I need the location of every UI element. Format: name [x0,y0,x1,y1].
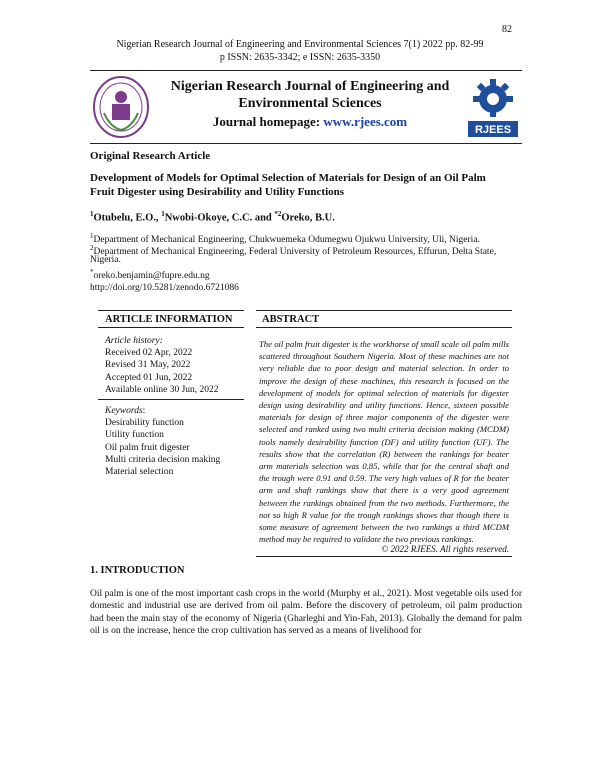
page-number: 82 [502,24,512,35]
author2: Nwobi-Okoye, C.C. and [164,212,275,224]
rjees-gear-logo [465,75,521,139]
title-line1: Development of Models for Optimal Selection of Materials for Design of an Oil Palm [90,172,486,184]
keyword-item: Multi criteria decision making [105,454,221,465]
keywords-label-text: Keywords [105,406,143,416]
author1-sup: 1 [90,210,94,218]
keywords-label [105,405,220,417]
doi-link[interactable]: http://doi.org/10.5281/zenodo.6721086 [90,283,239,293]
affiliation-2-cont: Nigeria. [90,255,121,265]
info-mid-rule [98,399,244,400]
aff2-text: Department of Mechanical Engineering, Federal University of Petroleum Resources, Effurun, Delta State, [93,247,497,258]
corresponding-email [90,266,530,283]
homepage-label: Journal homepage: [212,114,324,129]
author3: Oreko, B.U. [281,212,335,224]
history-label: Article history: [105,336,163,346]
author-list [90,210,335,224]
rjees-logo-text: RJEES [474,124,512,136]
banner-bottom-rule [90,143,522,144]
abstract-text: The oil palm fruit digester is the workhorse of small scale oil palm mills scattered throughout Southern Nigeria. Most of these machines are not very reliable due to poor design and material selection. In order to improve the design of these machines, this research is focused on the development of models for optimal selection of materials for digester design using desirability and utility functions. Hence, sixteen possible materials for design of three major components of the digester were selected and ranked using two multi criteria decision making (MCDM) tools namely desirability function (DF) and utility function (UF). The results show that the correlation (R) between the rankings for beater arm materials selection was 0.85, while that for the central shaft and the trough were 0.91 and 0.59. The very high values of R for the beater arm and shaft rankings show that there is a very good agreement between the rankings obtained from the two methods. Furthermore, the not so high R value for the trough rankings shows that though there is some measure of agreement between the two rankings a third MCDM method may be required to validate the two previous rankings. [259,339,509,545]
introduction-heading: 1. INTRODUCTION [90,565,185,576]
aff1-sup: 1 [90,232,94,240]
abstract-heading: ABSTRACT [262,314,320,325]
keyword-item: Utility function [105,430,164,441]
journal-homepage [160,114,460,130]
article-info-heading: ARTICLE INFORMATION [105,314,233,325]
abstract-bottom-rule [256,556,512,557]
keywords-block [105,405,220,478]
revised-date: Revised 31 May, 2022 [105,360,191,371]
accepted-date: Accepted 01 Jun, 2022 [105,372,193,383]
introduction-text: Oil palm is one of the most important cash crops in the world (Murphy et al., 2021). Most vegetable oils used for domestic and industrial use are derived from oil palm. Before the discovery of petroleum, oil palm production had been the main stay of the economy of Nigeria (Gharleghi and Yin-Fah, 2013). Globally the demand for palm oil is on the increase, hence the crop cultivation has served as a means of livelihood for [90,589,522,637]
title-line2: Fruit Digester using Desirability and Utility Functions [90,186,345,198]
abstract-head-rule [256,327,512,328]
aff1-text: Department of Mechanical Engineering, Chukwuemeka Odumegwu Ojukwu University, Uli, Nigeria. [93,235,480,246]
banner-title-line2: Environmental Sciences [238,96,382,111]
article-title [90,171,520,199]
banner-title-line1: Nigerian Research Journal of Engineering and [170,79,450,94]
info-head-rule [98,327,244,328]
article-type: Original Research Article [90,150,211,162]
journal-citation: Nigerian Research Journal of Engineering and Environmental Sciences 7(1) 2022 pp. 82-99 [116,39,484,50]
article-history [105,335,219,396]
author1: Otubelu, E.O., [93,212,162,224]
keyword-item: Material selection [105,467,174,478]
keywords-colon: : [142,406,146,416]
received-date: Received 02 Apr, 2022 [105,348,193,359]
aff2-sup: 2 [90,244,94,252]
keyword-item: Desirability function [105,418,184,429]
online-date: Available online 30 Jun, 2022 [105,384,219,395]
abstract-top-rule [256,310,512,311]
author3-sup: *2 [274,210,282,218]
university-crest-logo [92,75,150,139]
copyright-notice: © 2022 RJEES. All rights reserved. [381,544,509,554]
issn-line: p ISSN: 2635-3342; e ISSN: 2635-3350 [219,52,381,63]
banner-top-rule [90,70,522,71]
keyword-item: Oil palm fruit digester [105,442,190,453]
email-sup: * [90,268,94,276]
info-top-rule [98,310,244,311]
email-link[interactable]: oreko.benjamin@fupre.edu.ng [93,271,210,282]
author2-sup: 1 [161,210,165,218]
homepage-link[interactable]: www.rjees.com [323,114,408,129]
